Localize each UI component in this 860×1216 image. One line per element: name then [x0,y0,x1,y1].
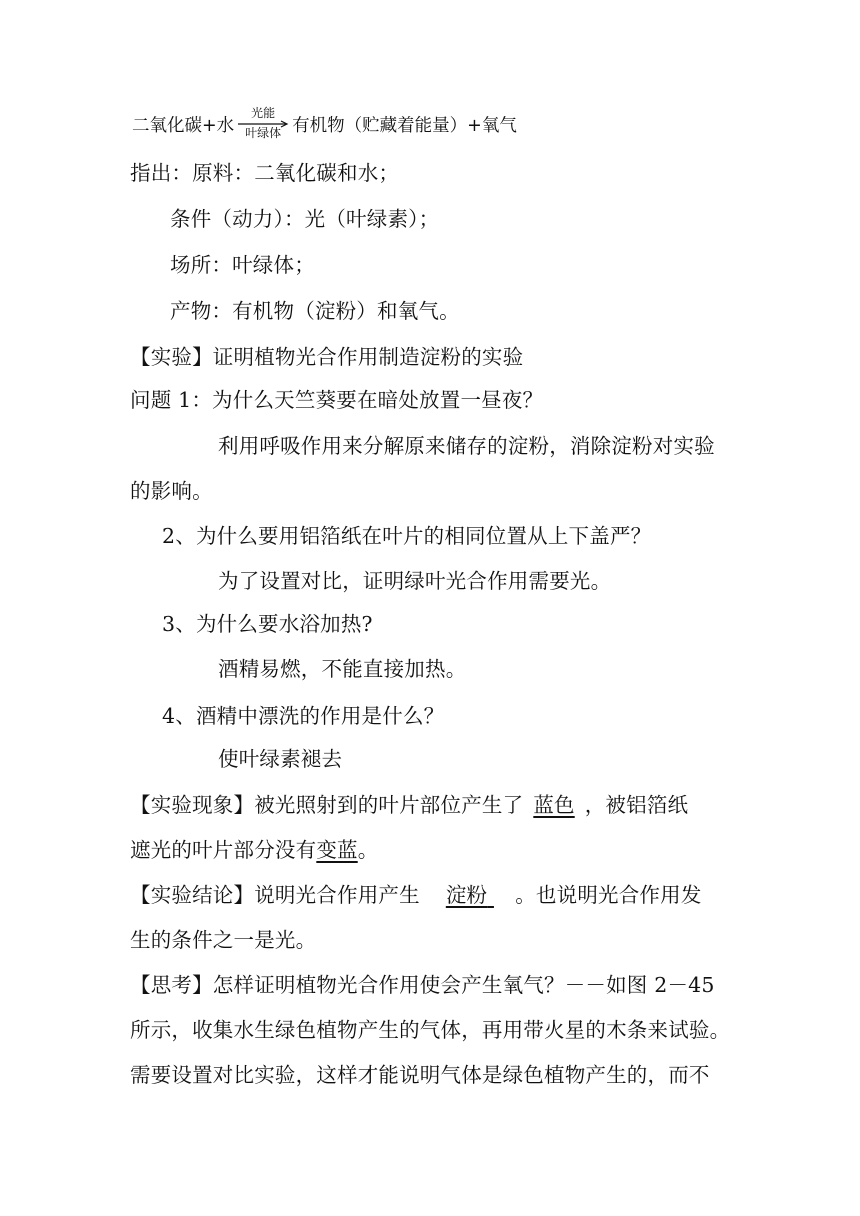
fill-blank-answer: 淀粉 [445,883,488,907]
conclusion-cont: 生的条件之一是光。 [130,928,317,952]
experiment-phenomenon-cont [130,836,378,864]
section-heading: 【实验】证明植物光合作用制造淀粉的实验 [130,345,524,369]
answer-line: 为了设置对比，证明绿叶光合作用需要光。 [218,569,612,593]
equation-arrow [236,106,290,142]
answer-line: 利用呼吸作用来分解原来储存的淀粉，消除淀粉对实验 [218,434,715,458]
answer-line: 酒精易燃，不能直接加热。 [218,657,467,681]
answer-line: 的影响。 [130,479,213,503]
answer-line: 使叶绿素褪去 [218,747,343,771]
think-heading: 【思考】怎样证明植物光合作用使会产生氧气？－－如图 2－45 [130,973,715,997]
text-line: 条件（动力）：光（叶绿素）； [170,207,440,231]
experiment-conclusion [130,881,702,909]
photosynthesis-equation [132,106,517,142]
phenomenon-text: 。 [357,838,379,862]
phenomenon-text: 遮光的叶片部分没有 [130,838,317,862]
fill-blank-answer: 蓝色 [533,793,575,817]
experiment-phenomenon [130,791,688,819]
text-line: 指出：原料：二氧化碳和水； [130,161,400,185]
equation-reactants: 二氧化碳+水 [132,115,235,136]
conclusion-text: 。也说明光合作用发 [515,883,702,907]
phenomenon-text: ，被铝箔纸 [584,793,689,817]
conclusion-text: 【实验结论】说明光合作用产生 [130,883,420,907]
phenomenon-text: 【实验现象】被光照射到的叶片部位产生了 [130,793,524,817]
question-line: 3、为什么要水浴加热? [162,612,373,636]
paragraph-line: 需要设置对比实验，这样才能说明气体是绿色植物产生的，而不 [130,1063,710,1087]
question-line: 问题 1：为什么天竺葵要在暗处放置一昼夜？ [130,388,544,412]
fill-blank-answer: 变蓝 [316,838,358,862]
paragraph-line: 所示，收集水生绿色植物产生的气体，再用带火星的木条来试验。 [130,1018,731,1042]
question-line: 2、为什么要用铝箔纸在叶片的相同位置从上下盖严？ [162,524,652,548]
arrow-condition-above: 光能 [251,106,276,120]
text-line: 产物：有机物（淀粉）和氧气。 [170,299,460,323]
question-line: 4、酒精中漂洗的作用是什么？ [162,704,445,728]
equation-products: 有机物（贮藏着能量）+氧气 [292,115,517,136]
text-line: 场所：叶绿体； [170,253,315,277]
arrow-condition-below: 叶绿体 [245,126,282,140]
